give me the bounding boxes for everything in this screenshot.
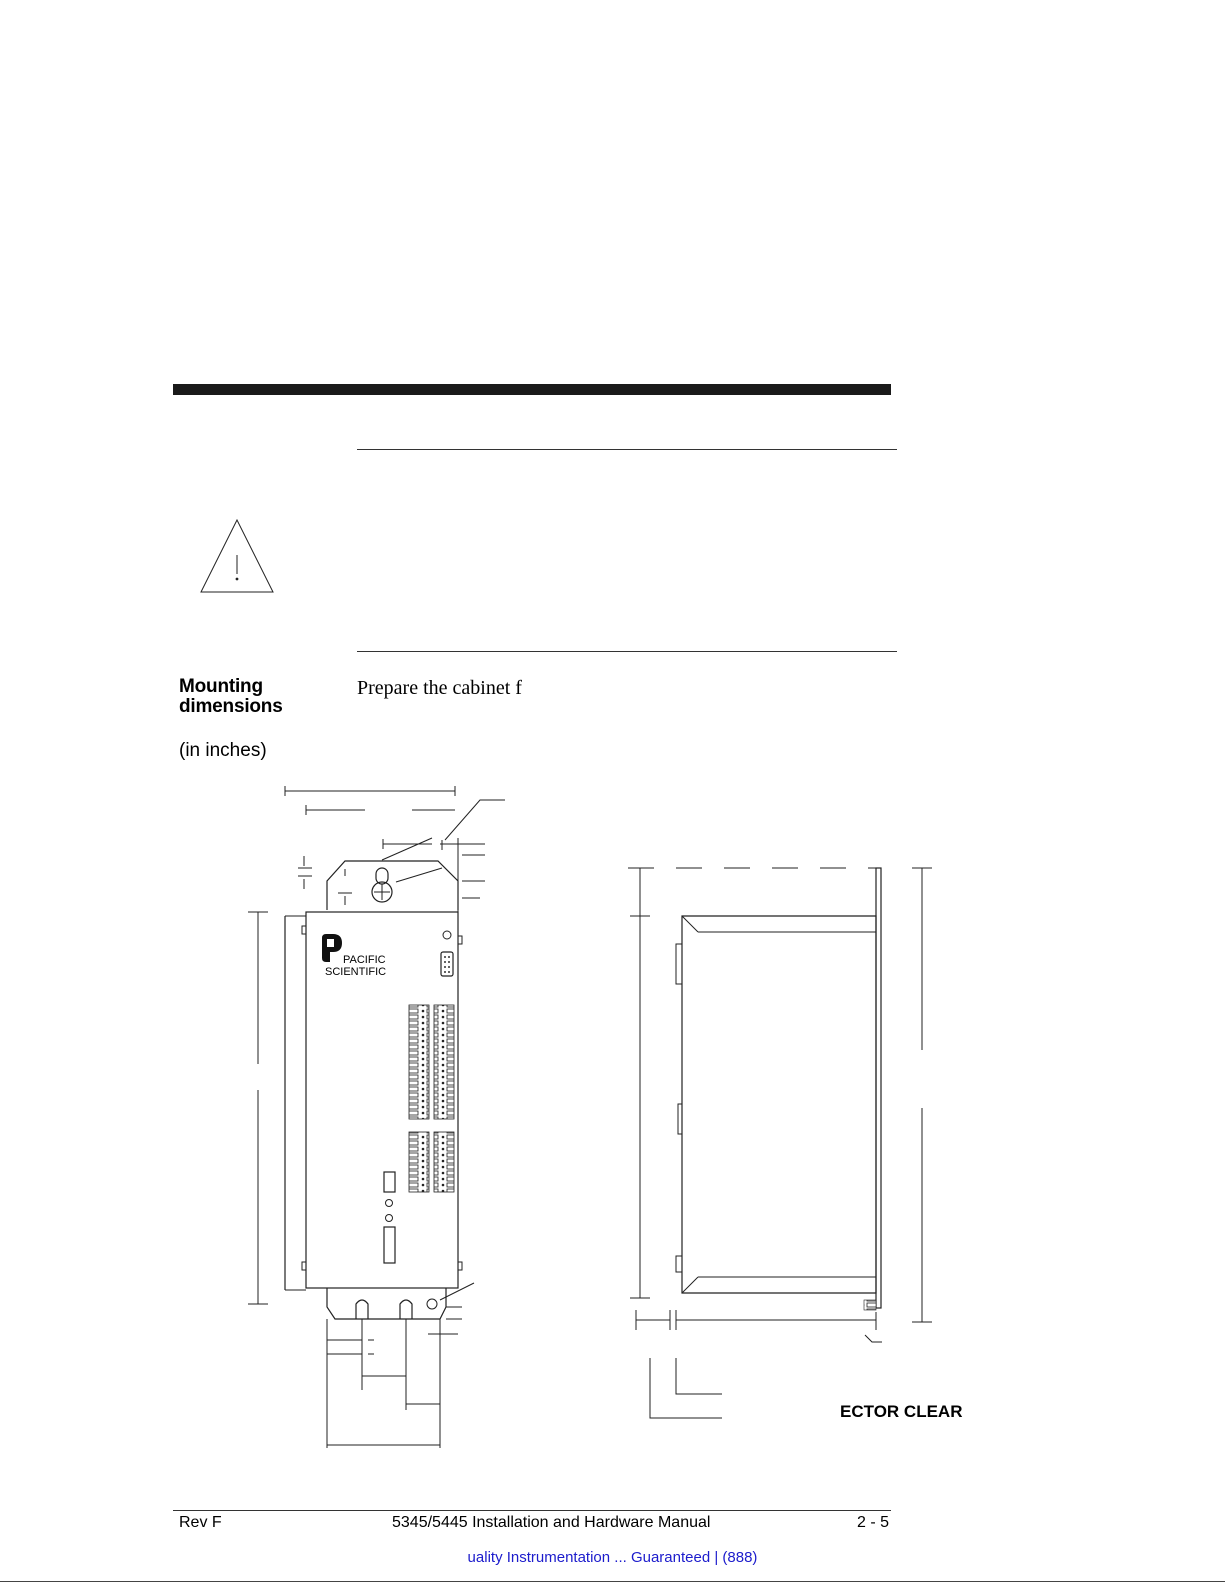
footer-rule <box>173 1510 891 1511</box>
warning-triangle-icon <box>201 520 273 592</box>
footer-manual-title: 5345/5445 Installation and Hardware Manual <box>392 1514 711 1531</box>
clearance-label: ECTOR CLEAR <box>840 1402 963 1421</box>
footer-revision: Rev F <box>179 1514 222 1531</box>
source-link[interactable]: uality Instrumentation ... Guaranteed | (888) <box>467 1549 758 1566</box>
logo-line2: SCIENTIFIC <box>325 966 387 978</box>
section-subheading: (in inches) <box>179 740 267 761</box>
side-view <box>628 868 932 1418</box>
section-heading: Mounting dimensions <box>179 676 283 717</box>
footer-page-number: 2 - 5 <box>857 1514 890 1531</box>
bottom-rule <box>0 1581 1225 1582</box>
logo-line1: PACIFIC <box>343 954 386 966</box>
front-view <box>248 786 505 1448</box>
body-text: Prepare the cabinet f <box>357 677 522 699</box>
pacific-scientific-logo-icon <box>322 934 342 962</box>
